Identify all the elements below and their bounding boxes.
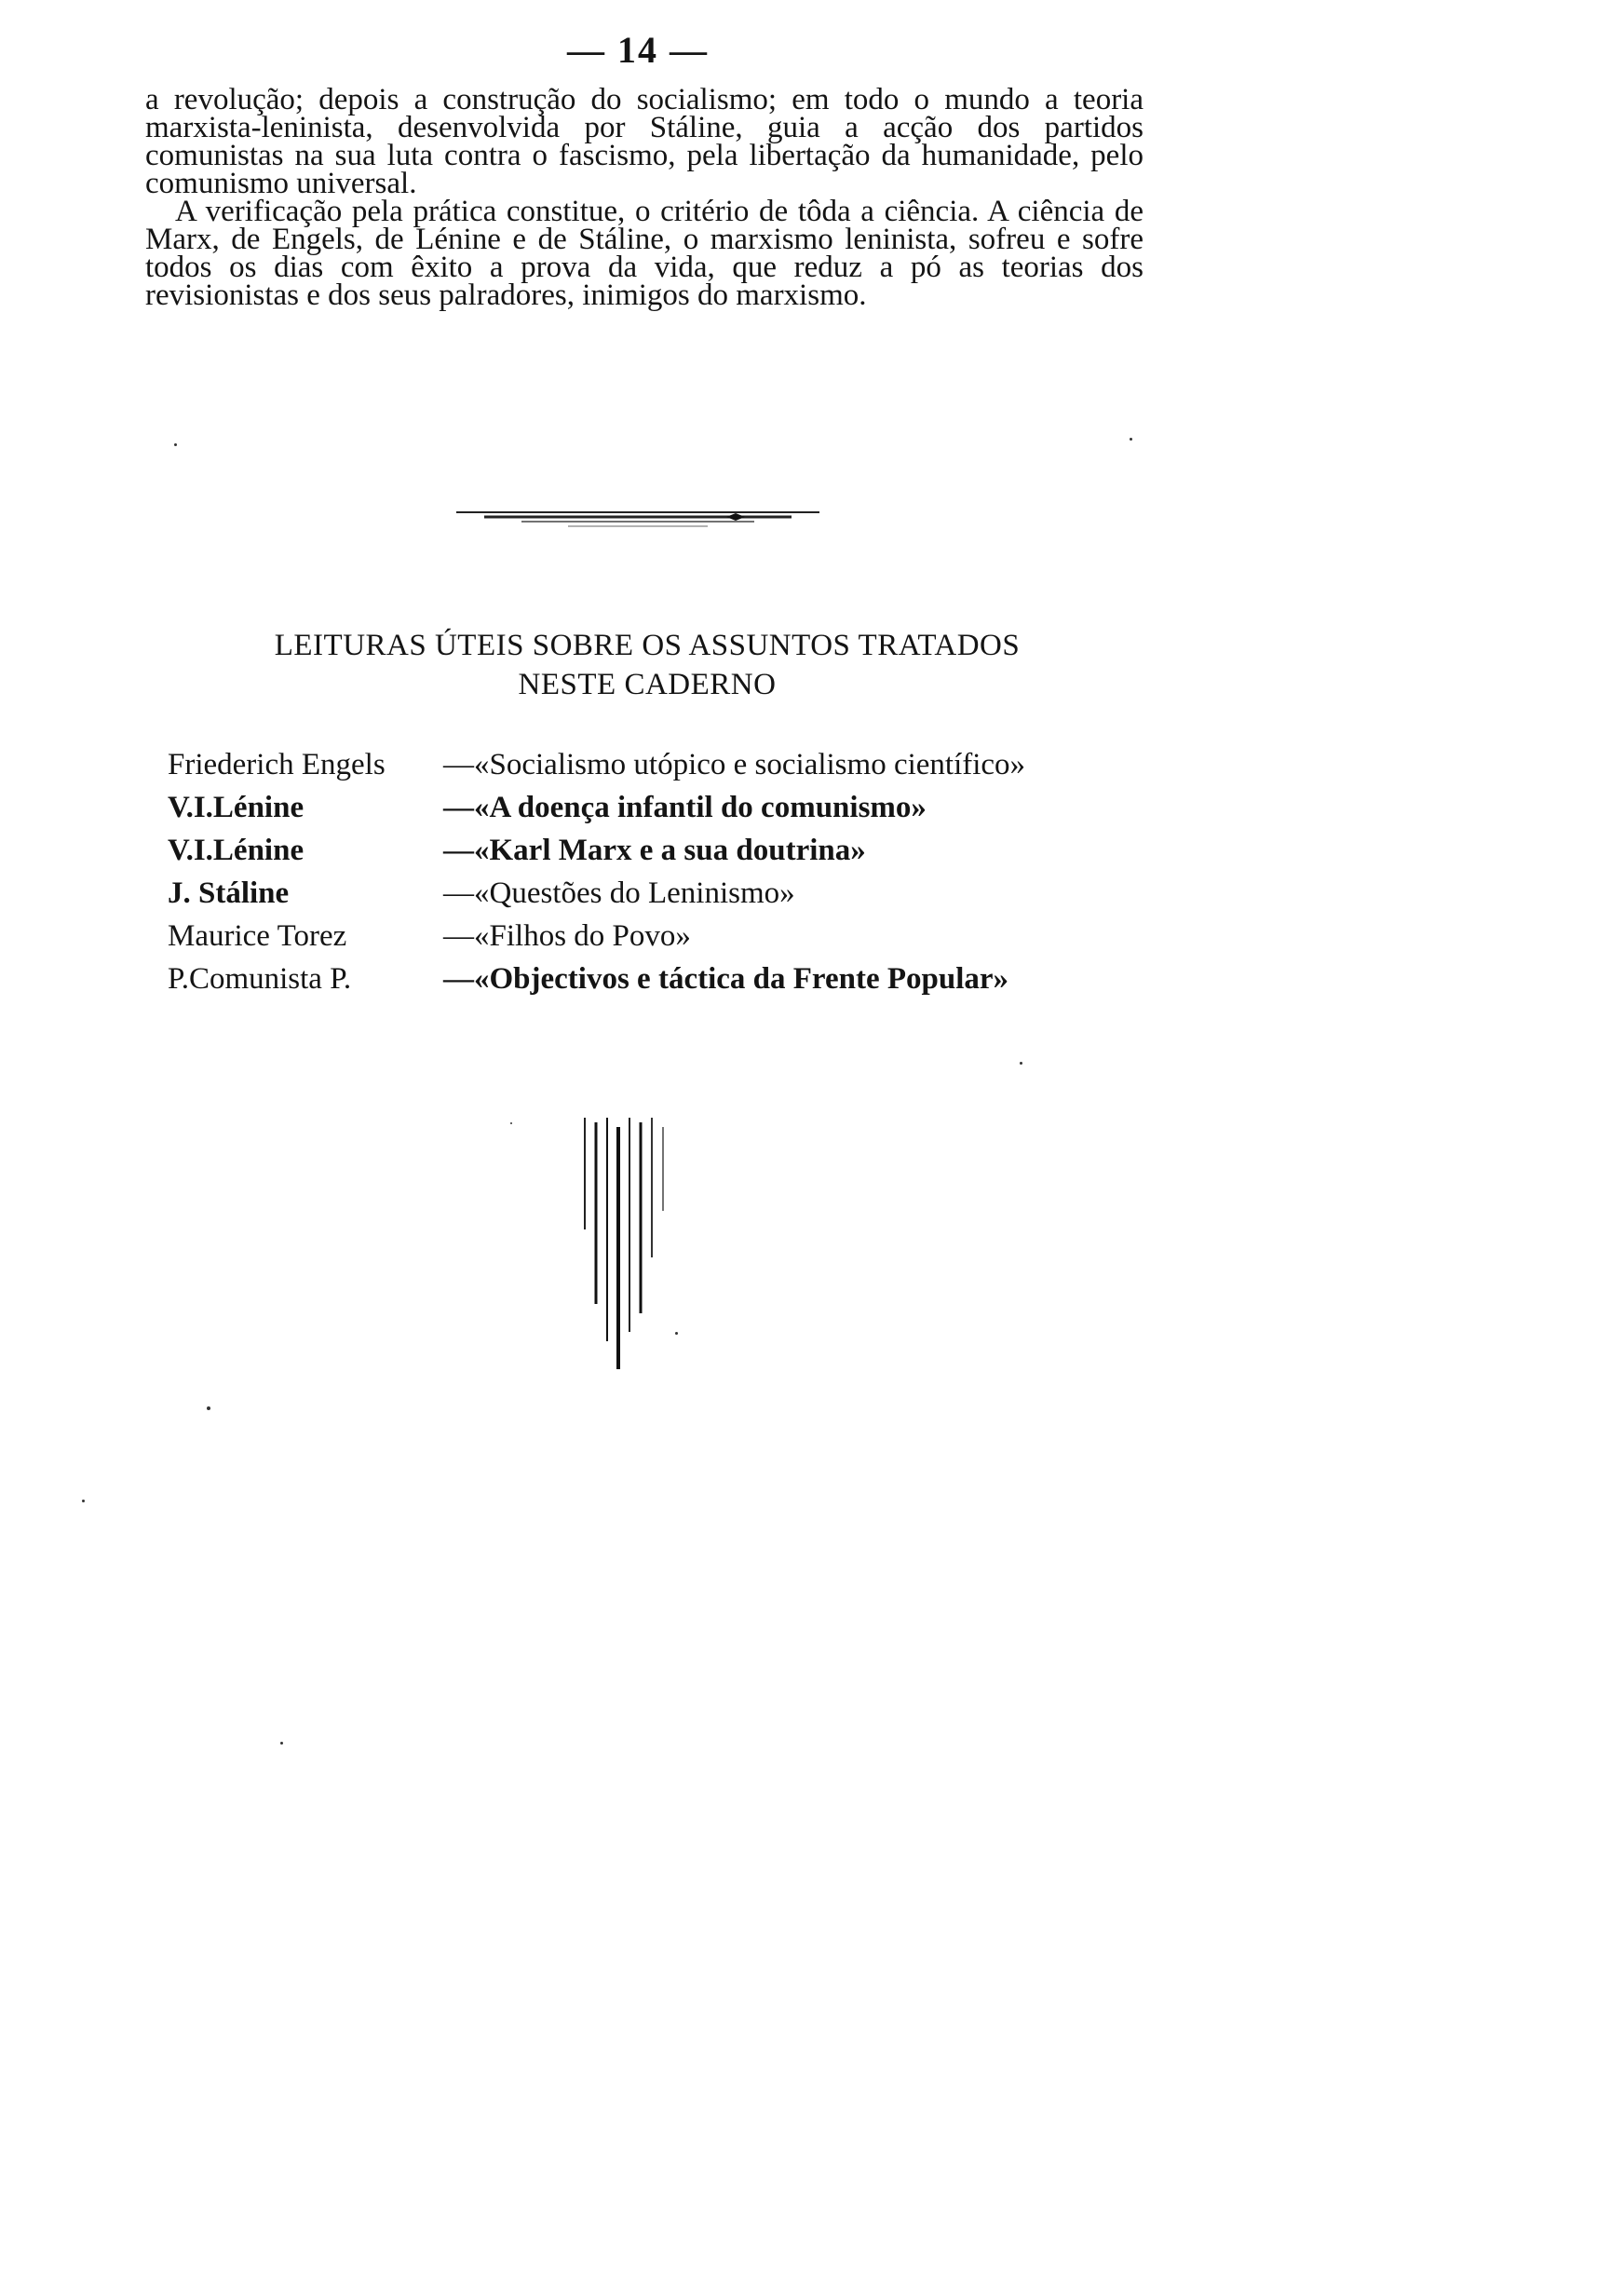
reading-author: Friederich Engels: [168, 748, 386, 781]
readings-heading-line2: NESTE CADERNO: [518, 668, 777, 701]
paper-speck: [1130, 438, 1132, 441]
reading-title: —«Objectivos e táctica da Frente Popular»: [443, 962, 1009, 996]
paper-speck: [280, 1742, 283, 1745]
paper-speck: [675, 1332, 678, 1335]
reading-row: [168, 829, 1173, 872]
reading-author: V.I.Lénine: [168, 834, 304, 867]
reading-row: [168, 915, 1173, 957]
reading-title: —«A doença infantil do comunismo»: [443, 791, 927, 824]
reading-row: [168, 743, 1173, 786]
reading-row: [168, 957, 1173, 1000]
reading-title: —«Questões do Leninismo»: [443, 876, 795, 910]
paragraph-2: A verificação pela prática constitue, o critério de tôda a ciência. A ciência de Marx, de Engels, de Lénine e de Stáline, o marxismo leninista, sofreu e sofre todos os dias com êxito a prova da vida, que reduz a pó as teorias dos revisionistas e dos seus palradores, inimigos do marxismo.: [145, 195, 1144, 312]
section-divider-ornament: [456, 503, 819, 531]
reading-title: —«Filhos do Povo»: [443, 919, 691, 953]
reading-author: J. Stáline: [168, 876, 290, 910]
paper-speck: [207, 1406, 210, 1410]
paper-speck: [1020, 1062, 1022, 1065]
reading-title: —«Karl Marx e a sua doutrina»: [443, 834, 866, 867]
paper-speck: [510, 1122, 512, 1124]
reading-row: [168, 872, 1173, 915]
paper-speck: [82, 1500, 85, 1502]
body-text: [145, 83, 1144, 312]
reading-title: —«Socialismo utópico e socialismo científico»: [443, 748, 1026, 781]
paper-speck: [174, 443, 177, 446]
reading-author: V.I.Lénine: [168, 791, 304, 824]
readings-list: [168, 743, 1173, 1000]
page-number: — 14 —: [567, 29, 709, 71]
printer-stamp-mark: [577, 1118, 670, 1369]
reading-author: Maurice Torez: [168, 919, 347, 953]
paragraph-1: a revolução; depois a construção do socialismo; em todo o mundo a teoria marxista-leninista, desenvolvida por Stáline, guia a acção dos partidos comunistas na sua luta contra o fascismo, pela libertação da humanidade, pelo comunismo universal.: [145, 83, 1144, 200]
readings-heading-line1: LEITURAS ÚTEIS SOBRE OS ASSUNTOS TRATADOS: [274, 629, 1021, 662]
reading-row: [168, 786, 1173, 829]
readings-heading: [149, 626, 1145, 704]
reading-author: P.Comunista P.: [168, 962, 352, 996]
